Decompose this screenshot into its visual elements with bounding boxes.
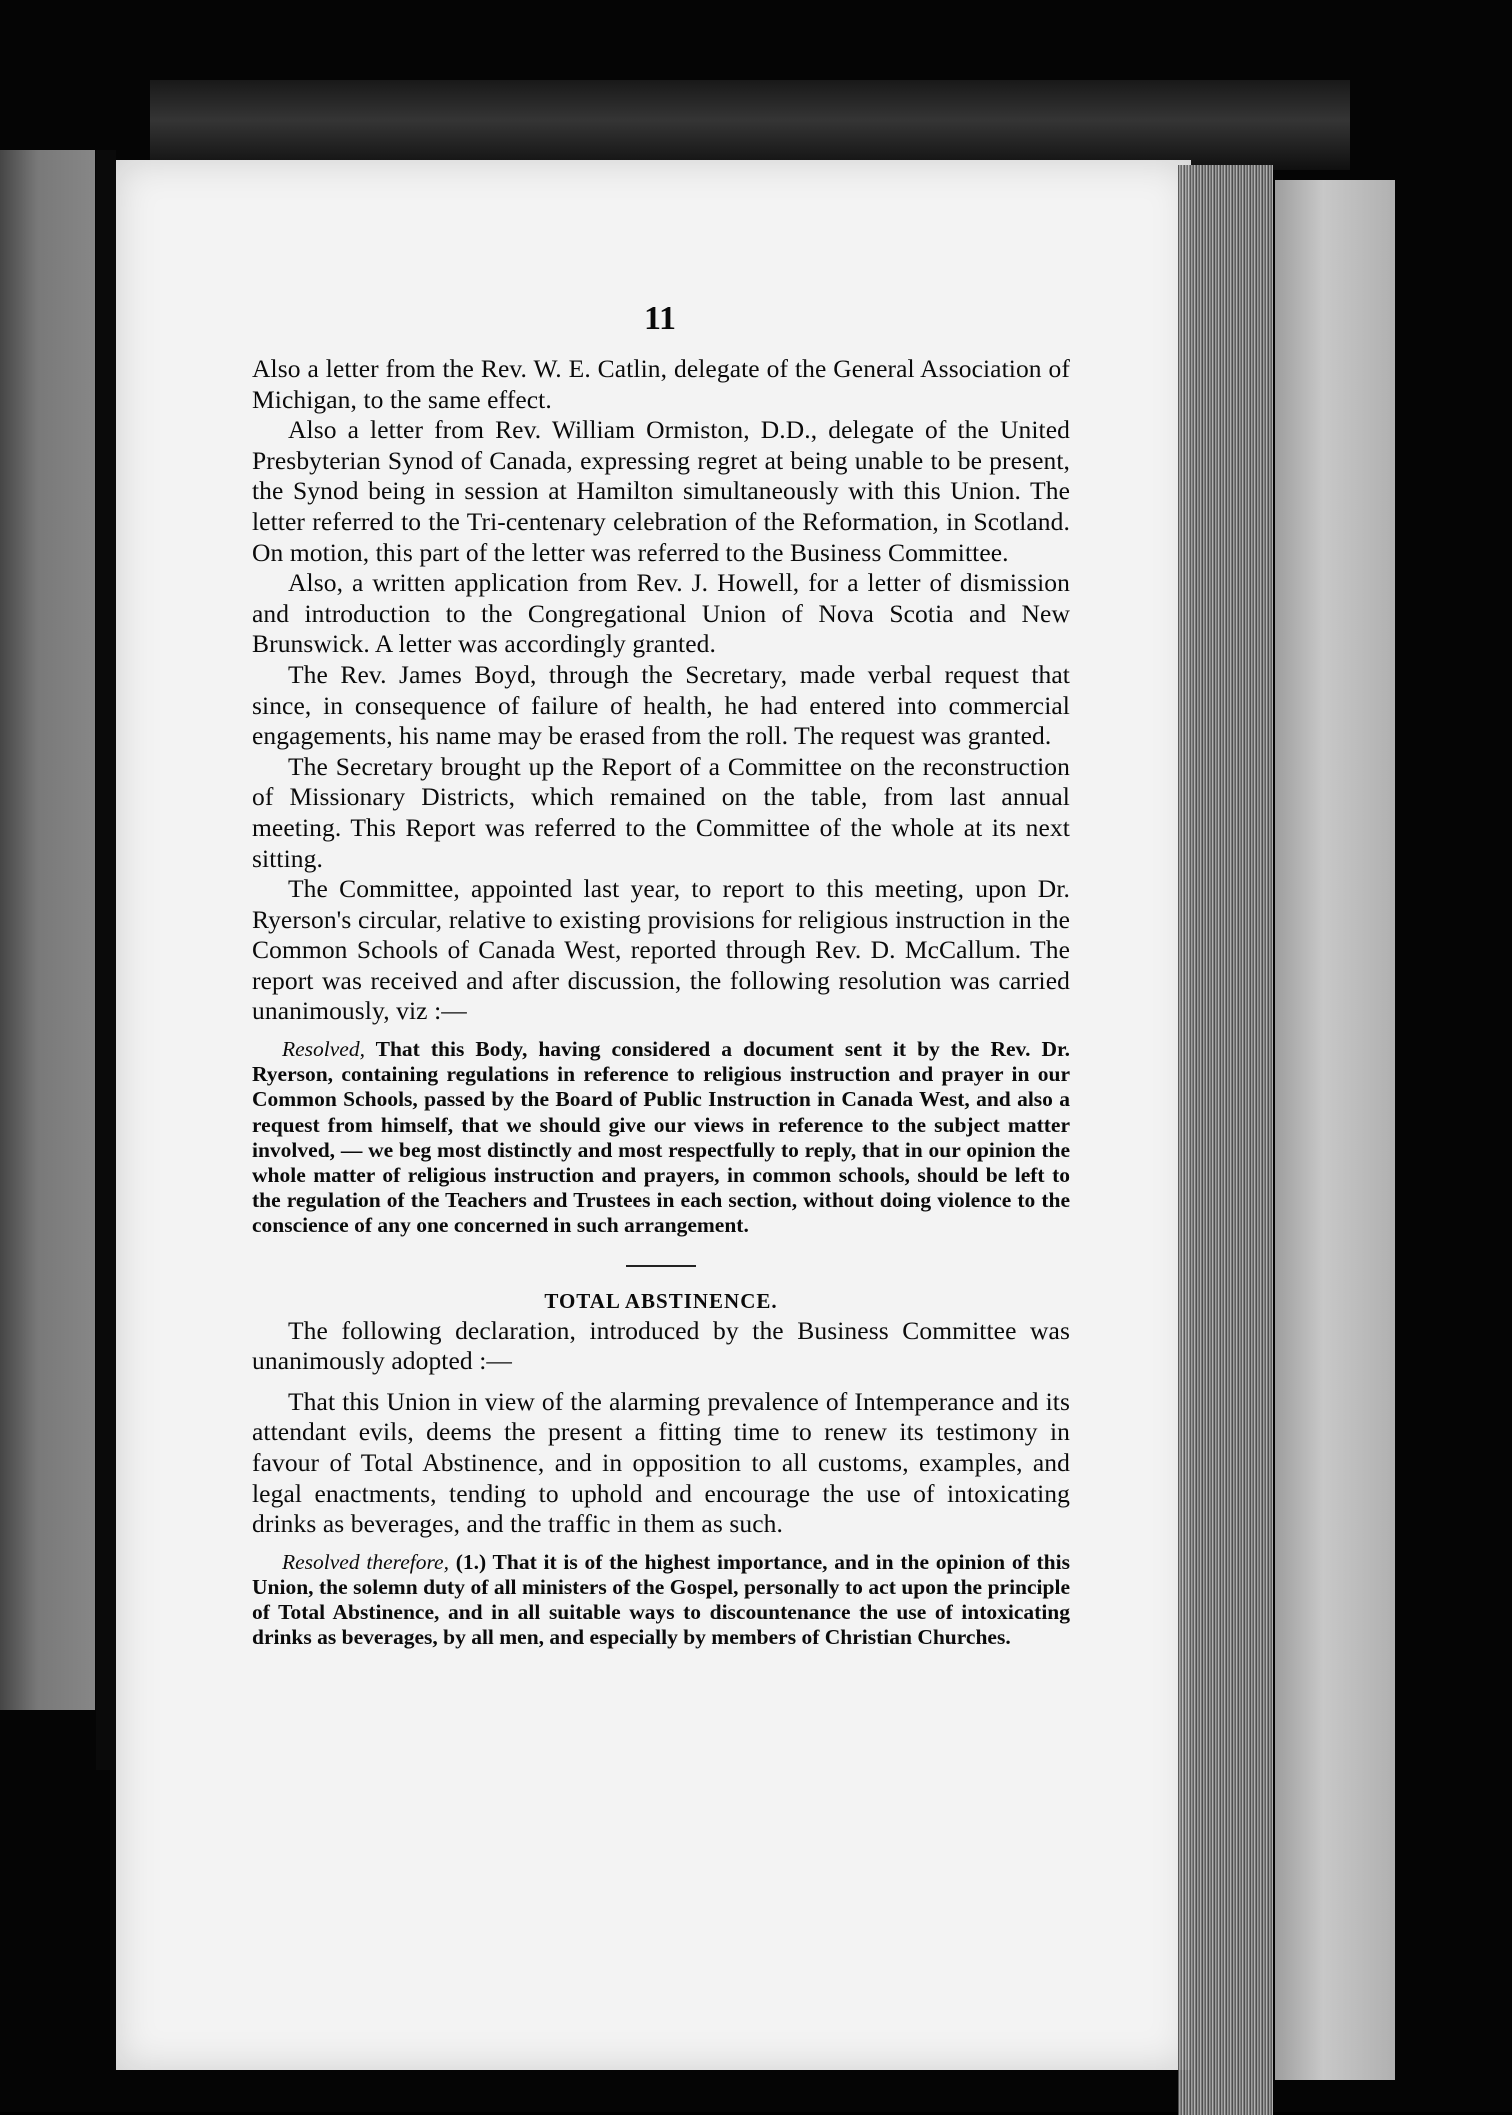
left-page-edge [0, 150, 95, 1710]
section-divider [626, 1265, 696, 1267]
resolution-lead: Resolved therefore, [282, 1549, 449, 1574]
paragraph: Also, a written application from Rev. J. Howell, for a letter of dismission and introduction to the Congregational Union of Nova Scotia and New Brunswick. A letter was accordingly granted. [252, 568, 1070, 659]
paragraph: The following declaration, introduced by the Business Committee was unanimously adopted :— [252, 1315, 1070, 1376]
book-cover-edge [1275, 180, 1395, 2080]
paragraph: That this Union in view of the alarming prevalence of Intemperance and its attendant evils, deems the present a fitting time to renew its testimony in favour of Total Abstinence, and in opposition to all customs, examples, and legal enactments, tending to uphold and encourage the use of intoxicating drinks as beverages, and the traffic in them as such. [252, 1386, 1070, 1539]
paragraph: The Rev. James Boyd, through the Secretary, made verbal request that since, in consequence of failure of health, he had entered into commercial engagements, his name may be erased from the roll. The request was granted. [252, 659, 1070, 751]
resolution-abstinence [252, 1550, 1070, 1651]
resolution-lead: Resolved, [282, 1037, 365, 1062]
spacer [252, 1377, 1070, 1387]
resolution-ryerson [252, 1037, 1070, 1239]
paragraph: Also a letter from the Rev. W. E. Catlin, delegate of the General Association of Michigan, to the same effect. [252, 354, 1070, 414]
paragraph: The Committee, appointed last year, to report to this meeting, upon Dr. Ryerson's circular, relative to existing provisions for religious instruction in the Common Schools of Canada West, reported through Rev. D. McCallum. The report was received and after discussion, the following resolution was carried unanimously, viz :— [252, 874, 1070, 1026]
binding-shadow [150, 80, 1350, 170]
paragraph: The Secretary brought up the Report of a Committee on the reconstruction of Missionary Districts, which remained on the table, from last annual meeting. This Report was referred to the Committee of the whole at its next sitting. [252, 751, 1070, 873]
gutter-shadow [96, 150, 116, 1770]
resolution-text: That this Body, having considered a document sent it by the Rev. Dr. Ryerson, containing regulations in reference to religious instruction and prayer in our Common Schools, passed by the Board of Public Instruction in Canada West, and also a request from himself, that we should give our views in reference to the subject matter involved, — we beg most distinctly and most respectfully to reply, that in our opinion the whole matter of religious instruction and prayers, in common schools, should be left to the regulation of the Teachers and Trustees in each section, without doing violence to the conscience of any one concerned in such arrangement. [252, 1037, 1070, 1238]
page-number: 11 [643, 300, 677, 337]
page-stack-edges [1178, 165, 1273, 2115]
section-heading: TOTAL ABSTINENCE. [544, 1288, 778, 1313]
paragraph: Also a letter from Rev. William Ormiston, D.D., delegate of the United Presbyterian Synod of Canada, expressing regret at being unable to be present, the Synod being in session at Hamilton simultaneously with this Union. The letter referred to the Tri-centenary celebration of the Reformation, in Scotland. On motion, this part of the letter was referred to the Business Committee. [252, 415, 1070, 567]
resolution-text: (1.) That it is of the highest importance, and in the opinion of this Union, the solemn duty of all ministers of the Gospel, personally to act upon the principle of Total Abstinence, and in all suitable ways to discountenance the use of intoxicating drinks as beverages, by all men, and especially by members of Christian Churches. [252, 1549, 1070, 1650]
page-body [252, 354, 1070, 1651]
